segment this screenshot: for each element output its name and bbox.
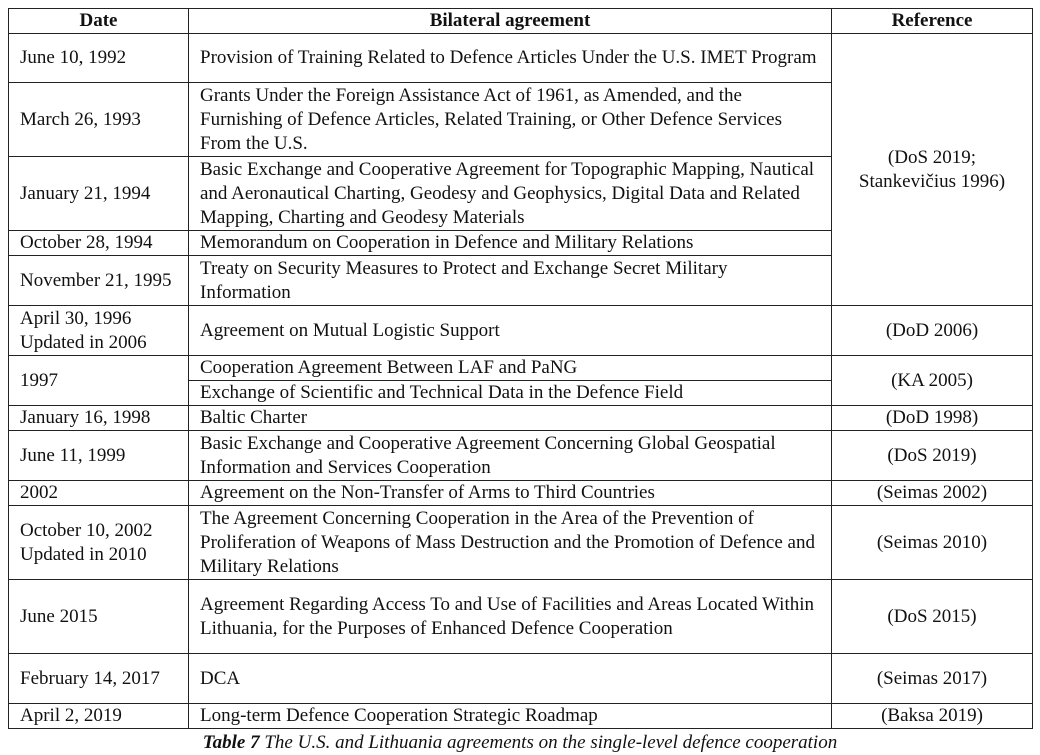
date-cell: 1997 xyxy=(9,356,189,406)
table-row xyxy=(9,356,1033,381)
date-cell: January 21, 1994 xyxy=(9,157,189,231)
header-date: Date xyxy=(9,9,189,34)
reference-cell: (DoD 1998) xyxy=(832,406,1033,431)
agreement-cell: Memorandum on Cooperation in Defence and Military Relations xyxy=(189,231,832,256)
date-cell: March 26, 1993 xyxy=(9,83,189,157)
date-cell: April 30, 1996 Updated in 2006 xyxy=(9,306,189,356)
date-cell: January 16, 1998 xyxy=(9,406,189,431)
date-cell: February 14, 2017 xyxy=(9,654,189,704)
agreement-cell: Provision of Training Related to Defence Articles Under the U.S. IMET Program xyxy=(189,34,832,83)
reference-cell: (Baksa 2019) xyxy=(832,704,1033,729)
reference-cell: (DoD 2006) xyxy=(832,306,1033,356)
agreements-table xyxy=(8,8,1033,729)
agreement-cell: Agreement on the Non-Transfer of Arms to Third Countries xyxy=(189,481,832,506)
table-row xyxy=(9,704,1033,729)
agreement-cell: The Agreement Concerning Cooperation in the Area of the Prevention of Proliferation of Weapons of Mass Destruction and the Promotion of Defence and Military Relations xyxy=(189,506,832,580)
agreement-cell: Basic Exchange and Cooperative Agreement for Topographic Mapping, Nautical and Aeronautical Charting, Geodesy and Geophysics, Digital Data and Related Mapping, Charting and Geodesy Materials xyxy=(189,157,832,231)
table-row xyxy=(9,481,1033,506)
reference-cell: (DoS 2019; Stankevičius 1996) xyxy=(832,34,1033,306)
date-cell: October 10, 2002 Updated in 2010 xyxy=(9,506,189,580)
agreement-cell: Long-term Defence Cooperation Strategic Roadmap xyxy=(189,704,832,729)
reference-cell: (DoS 2015) xyxy=(832,580,1033,654)
caption-label: Table 7 xyxy=(202,732,260,753)
reference-cell: (Seimas 2002) xyxy=(832,481,1033,506)
agreement-cell: Cooperation Agreement Between LAF and PaNG xyxy=(189,356,832,381)
caption-text: The U.S. and Lithuania agreements on the single-level defence cooperation xyxy=(264,732,838,753)
header-row xyxy=(9,9,1033,34)
table-row xyxy=(9,654,1033,704)
agreement-cell: Basic Exchange and Cooperative Agreement Concerning Global Geospatial Information and Services Cooperation xyxy=(189,431,832,481)
date-cell: June 10, 1992 xyxy=(9,34,189,83)
date-cell: October 28, 1994 xyxy=(9,231,189,256)
agreement-cell: Agreement on Mutual Logistic Support xyxy=(189,306,832,356)
date-cell: June 11, 1999 xyxy=(9,431,189,481)
agreement-cell: Treaty on Security Measures to Protect and Exchange Secret Military Information xyxy=(189,256,832,306)
table-row xyxy=(9,306,1033,356)
date-cell: November 21, 1995 xyxy=(9,256,189,306)
date-cell: 2002 xyxy=(9,481,189,506)
agreement-cell: Baltic Charter xyxy=(189,406,832,431)
table-caption xyxy=(0,731,1040,755)
reference-cell: (KA 2005) xyxy=(832,356,1033,406)
table-row xyxy=(9,580,1033,654)
agreement-cell: Agreement Regarding Access To and Use of Facilities and Areas Located Within Lithuania, for the Purposes of Enhanced Defence Cooperation xyxy=(189,580,832,654)
agreement-cell: Exchange of Scientific and Technical Data in the Defence Field xyxy=(189,381,832,406)
agreement-cell: DCA xyxy=(189,654,832,704)
date-cell: April 2, 2019 xyxy=(9,704,189,729)
reference-cell: (Seimas 2010) xyxy=(832,506,1033,580)
reference-cell: (DoS 2019) xyxy=(832,431,1033,481)
table-row xyxy=(9,506,1033,580)
table-row xyxy=(9,406,1033,431)
reference-cell: (Seimas 2017) xyxy=(832,654,1033,704)
date-cell: June 2015 xyxy=(9,580,189,654)
table-row xyxy=(9,34,1033,83)
header-agreement: Bilateral agreement xyxy=(189,9,832,34)
header-reference: Reference xyxy=(832,9,1033,34)
table-row xyxy=(9,431,1033,481)
agreement-cell: Grants Under the Foreign Assistance Act of 1961, as Amended, and the Furnishing of Defence Articles, Related Training, or Other Defence Services From the U.S. xyxy=(189,83,832,157)
